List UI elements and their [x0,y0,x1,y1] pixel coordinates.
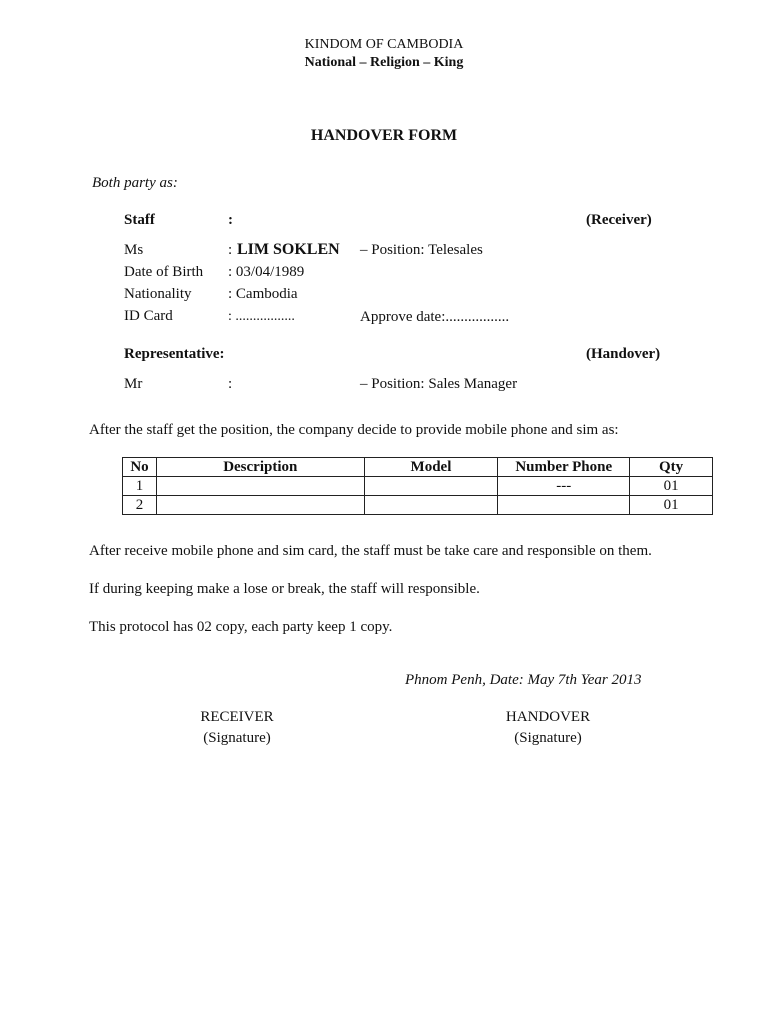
staff-name: LIM SOKLEN [237,241,340,258]
id-card-label: ID Card [124,308,173,324]
col-qty-header: Qty [630,458,713,477]
statement-text: After the staff get the position, the company decide to provide mobile phone and sim as: [89,422,619,438]
items-table [122,457,713,515]
staff-title-label: Ms [124,242,144,258]
note-care: After receive mobile phone and sim card, the staff must be take care and responsible on them. [89,543,652,559]
cell-model [364,496,498,515]
place-date: Phnom Penh, Date: May 7th Year 2013 [405,672,642,688]
col-number-phone-header: Number Phone [498,458,630,477]
id-card-value: : ................. [228,309,295,324]
cell-number-phone: --- [498,477,630,496]
cell-description [156,496,364,515]
rep-position: – Position: Sales Manager [360,376,518,392]
note-responsibility: If during keeping make a lose or break, the staff will responsible. [89,581,480,597]
rep-title-label: Mr [124,376,143,392]
cell-no: 2 [123,496,157,515]
receiver-role: (Receiver) [586,212,652,228]
nationality-value: : Cambodia [228,286,298,302]
table-row [123,496,713,515]
dob-value: : 03/04/1989 [228,264,305,280]
handover-heading: HANDOVER [505,709,591,725]
approve-date: Approve date:................. [360,309,510,325]
nationality-label: Nationality [124,286,192,302]
cell-qty: 01 [630,496,713,515]
staff-name-colon: : [228,242,233,258]
staff-label: Staff [124,212,155,228]
form-title: HANDOVER FORM [310,127,458,144]
receiver-heading: RECEIVER [200,709,274,725]
col-no-header: No [123,458,157,477]
col-model-header: Model [364,458,498,477]
handover-signature-label: (Signature) [514,730,582,746]
rep-name-colon: : [228,376,233,392]
cell-model [364,477,498,496]
staff-position: – Position: Telesales [360,242,483,258]
intro-text: Both party as: [92,175,178,191]
staff-colon: : [228,212,233,228]
cell-number-phone [498,496,630,515]
cell-qty: 01 [630,477,713,496]
dob-label: Date of Birth [124,264,204,280]
receiver-signature-label: (Signature) [203,730,271,746]
cell-description [156,477,364,496]
table-row [123,477,713,496]
country-heading: KINDOM OF CAMBODIA [304,37,464,52]
motto-heading: National – Religion – King [304,55,464,70]
handover-role: (Handover) [586,346,661,362]
note-copies: This protocol has 02 copy, each party keep 1 copy. [89,619,393,635]
cell-no: 1 [123,477,157,496]
table-header-row [123,458,713,477]
representative-label: Representative: [124,346,225,362]
col-description-header: Description [156,458,364,477]
